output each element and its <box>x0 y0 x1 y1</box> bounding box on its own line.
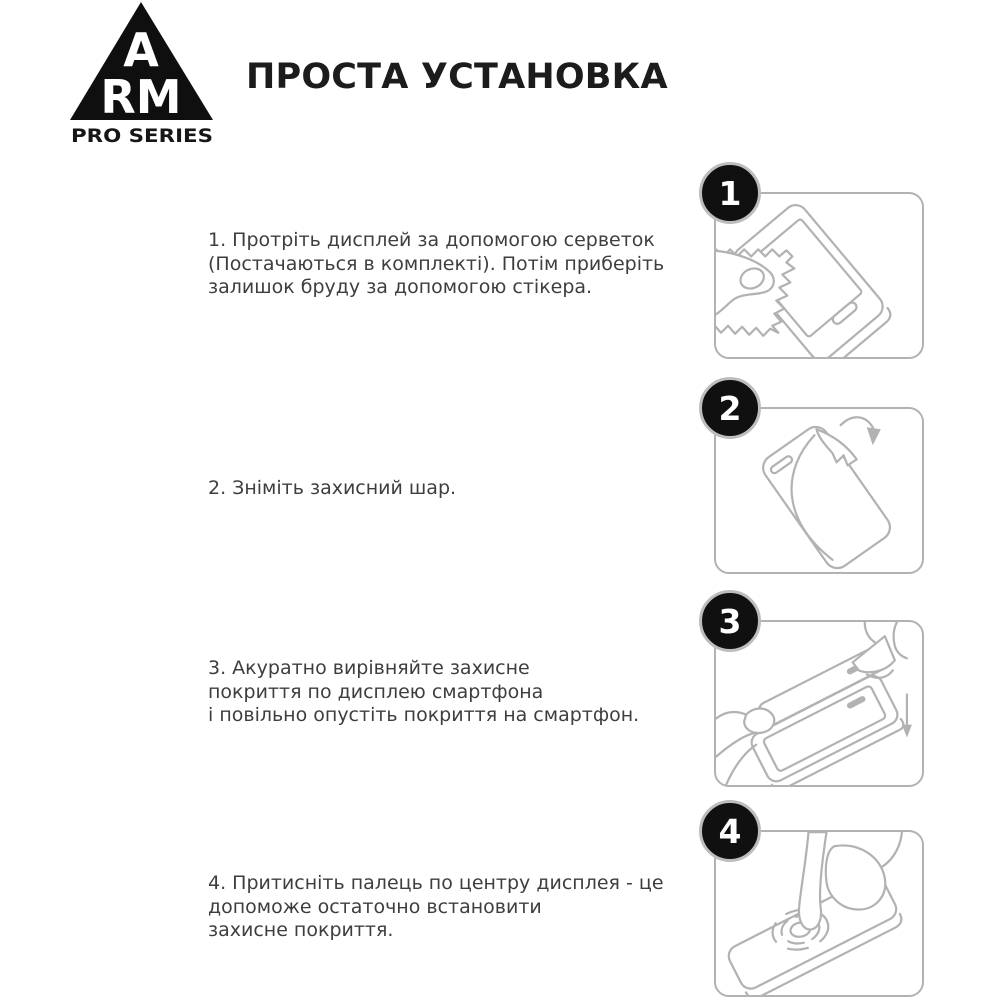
peel-protective-layer-icon <box>716 409 922 572</box>
step-4-line-2: допоможе остаточно встановити <box>208 895 542 918</box>
right-hand <box>853 622 907 678</box>
step-4-text <box>208 872 708 943</box>
peel-curl <box>792 435 833 560</box>
step-3-line-1: 3. Акуратно вирівняйте захисне <box>208 657 530 679</box>
arm-pro-series-logo-icon <box>70 0 216 146</box>
step-1-number: 1 <box>718 173 742 213</box>
peel-tab <box>816 429 856 465</box>
press-finger-on-center-icon <box>716 832 922 995</box>
logo-subtitle: PRO SERIES <box>71 125 213 146</box>
step-3-number: 3 <box>718 601 742 641</box>
page-title: ПРОСТА УСТАНОВКА <box>246 57 668 97</box>
step-4-line-3: захисне покриття. <box>208 919 394 941</box>
logo-letters-rm: RM <box>100 70 182 124</box>
align-glass-over-phone-icon <box>716 622 922 785</box>
step-3-illustration-panel <box>714 601 924 787</box>
step-1-line-1: 1. Протріть дисплей за допомогою серветок <box>208 229 655 251</box>
step-2-illustration-panel <box>714 388 924 574</box>
step-3-line-3: і повільно опустіть покриття на смартфон. <box>208 704 640 726</box>
step-4-illustration-panel <box>714 811 924 997</box>
step-1-line-2: (Постачаються в комплекті). Потім приберіть <box>208 252 665 275</box>
step-1-line-3: залишок бруду за допомогою стікера. <box>208 276 593 298</box>
step-2-line-1: 2. Зніміть захисний шар. <box>208 477 457 499</box>
step-1-illustration-panel <box>714 173 924 359</box>
peel-arrow-icon <box>841 417 881 445</box>
step-4-number: 4 <box>718 811 742 851</box>
brand-logo <box>70 0 216 146</box>
step-1-text <box>208 229 708 300</box>
step-2-number: 2 <box>718 388 742 428</box>
down-arrow-icon <box>902 694 912 737</box>
logo-letter-a: A <box>123 23 159 77</box>
pressing-hand <box>799 832 902 929</box>
step-2-text <box>208 477 708 501</box>
step-3-line-2: покриття по дисплею смартфона <box>208 680 544 703</box>
step-4-line-1: 4. Притисніть палець по центру дисплея - це <box>208 872 664 894</box>
wipe-display-with-cloth-icon <box>716 194 922 357</box>
step-3-text <box>208 657 708 728</box>
